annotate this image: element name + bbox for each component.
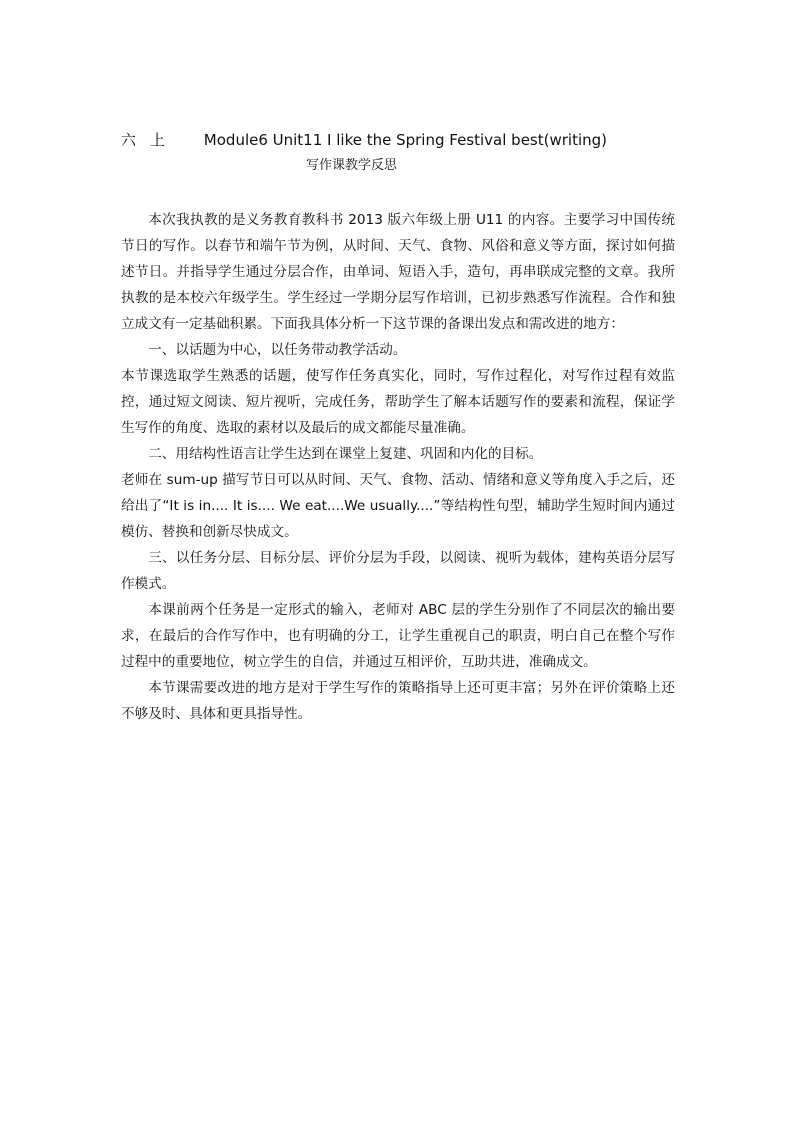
- intro-paragraph: 本次我执教的是义务教育教科书 2013 版六年级上册 U11 的内容。主要学习中国传统节日的写作。以春节和端午节为例，从时间、天气、食物、风俗和意义等方面，探讨如何描述节日。并指导学生通过分层合作，由单词、短语入手，造句，再串联成完整的文章。我所执教的是本校六年级学生。学生经过一学期分层写作培训，已初步熟悉写作流程。合作和独立成文有一定基础积累。下面我具体分析一下这节课的备课出发点和需改进的地方：: [121, 212, 675, 332]
- section-heading-3: 三、以任务分层、目标分层、评价分层为手段，以阅读、视听为载体，建构英语分层写作模式。: [121, 550, 675, 592]
- grade-label: 六上: [121, 131, 180, 149]
- reflection-body: [121, 207, 675, 727]
- document-title: [121, 129, 681, 151]
- document-subtitle: 写作课教学反思: [306, 158, 398, 173]
- section-body-2: 老师在 sum-up 描写节日可以从时间、天气、食物、活动、情绪和意义等角度入手之后，还给出了“It is in.... It is.... We eat....We usually....”等结构性句型，辅助学生短时间内通过模仿、替换和创新尽快成文。: [121, 472, 675, 540]
- section-body-1: 本节课选取学生熟悉的话题，使写作任务真实化，同时，写作过程化，对写作过程有效监控，通过短文阅读、短片视听，完成任务，帮助学生了解本话题写作的要素和流程，保证学生写作的角度、选取的素材以及最后的成文都能尽量准确。: [121, 368, 675, 436]
- module-title: Module6 Unit11 I like the Spring Festival best(writing): [203, 131, 608, 149]
- section-heading-2: 二、用结构性语言让学生达到在课堂上复建、巩固和内化的目标。: [148, 446, 543, 462]
- section-heading-1: 一、以话题为中心，以任务带动教学活动。: [148, 342, 407, 358]
- improvement-paragraph: 本节课需要改进的地方是对于学生写作的策略指导上还可更丰富；另外在评价策略上还不够及时、具体和更具指导性。: [121, 680, 675, 722]
- section-body-3: 本课前两个任务是一定形式的输入，老师对 ABC 层的学生分别作了不同层次的输出要求，在最后的合作写作中，也有明确的分工，让学生重视自己的职责，明白自己在整个写作过程中的重要地位，树立学生的自信，并通过互相评价，互助共进，准确成文。: [121, 602, 675, 670]
